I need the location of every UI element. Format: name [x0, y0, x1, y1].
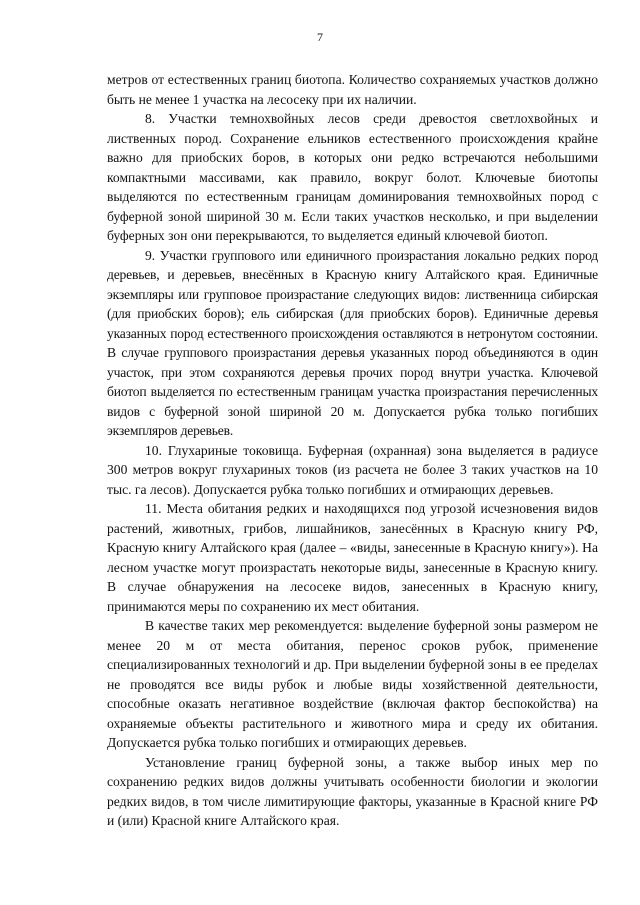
- paragraph-item-9: 9. Участки группового или единичного произрастания локально редких пород деревьев, и деревьев, внесённых в Красную книгу Алтайского края. Единичные экземпляры или групповое произрастание следующих видов: лиственница сибирская (для приобских боров); ель сибирская (для приобских боров). Единичные деревья указанных пород естественного происхождения оставляются в нетронутом состоянии. В случае группового произрастания деревья указанных пород объединяются в один участок, при этом сохраняются деревья прочих пород внутри участка. Ключевой биотоп выделяется по естественным границам участка произрастания перечисленных видов с буферной зоной шириной 20 м. Допускается рубка только погибших экземпляров деревьев.: [107, 247, 598, 438]
- paragraph-measures: В качестве таких мер рекомендуется: выделение буферной зоны размером не менее 20 м от места обитания, перенос сроков рубок, применение специализированных технологий и др. При выделении буферной зоны в ее пределах не проводятся все виды рубок и любые виды хозяйственной деятельности, способные оказать негативное воздействие (включая фактор беспокойства) на охраняемые объекты растительного и животного мира и среду их обитания. Допускается рубка только погибших и отмирающих деревьев.: [107, 618, 598, 750]
- paragraph-continuation: метров от естественных границ биотопа. Количество сохраняемых участков должно быть не менее 1 участка на лесосеку при их наличии.: [107, 72, 598, 107]
- paragraph-item-10: 10. Глухариные токовища. Буферная (охранная) зона выделяется в радиусе 300 метров вокруг глухариных токов (из расчета не более 3 таких участков на 10 тыс. га лесов). Допускается рубка только погибших и отмирающих деревьев.: [107, 442, 598, 497]
- paragraph-buffer-zone: Установление границ буферной зоны, а также выбор иных мер по сохранению редких видов должны учитывать особенности биологии и экологии редких видов, в том числе лимитирующие факторы, указанные в Красной книге РФ и (или) Красной книге Алтайского края.: [107, 754, 598, 828]
- page-number: 7: [317, 30, 323, 44]
- paragraph-item-11: 11. Места обитания редких и находящихся под угрозой исчезновения видов растений, животных, грибов, лишайников, занесённых в Красную книгу РФ, Красную книгу Алтайского края (далее – «виды, занесенные в Красную книгу»). На лесном участке могут произрастать некоторые виды, занесенные в Красную книгу. В случае обнаружения на лесосеке видов, занесенных в Красную книгу, принимаются меры по сохранению их мест обитания.: [107, 501, 598, 614]
- paragraph-item-8: 8. Участки темнохвойных лесов среди древостоя светлохвойных и лиственных пород. Сохранение ельников естественного происхождения крайне важно для приобских боров, в которых они редко встречаются небольшими компактными массивами, как правило, вокруг болот. Ключевые биотопы выделяются по естественным границам доминирования темнохвойных пород с буферной зоной шириной 30 м. Если таких участков несколько, и при выделении буферных зон они перекрываются, то выделяется единый ключевой биотоп.: [107, 111, 598, 243]
- document-body: [107, 70, 598, 831]
